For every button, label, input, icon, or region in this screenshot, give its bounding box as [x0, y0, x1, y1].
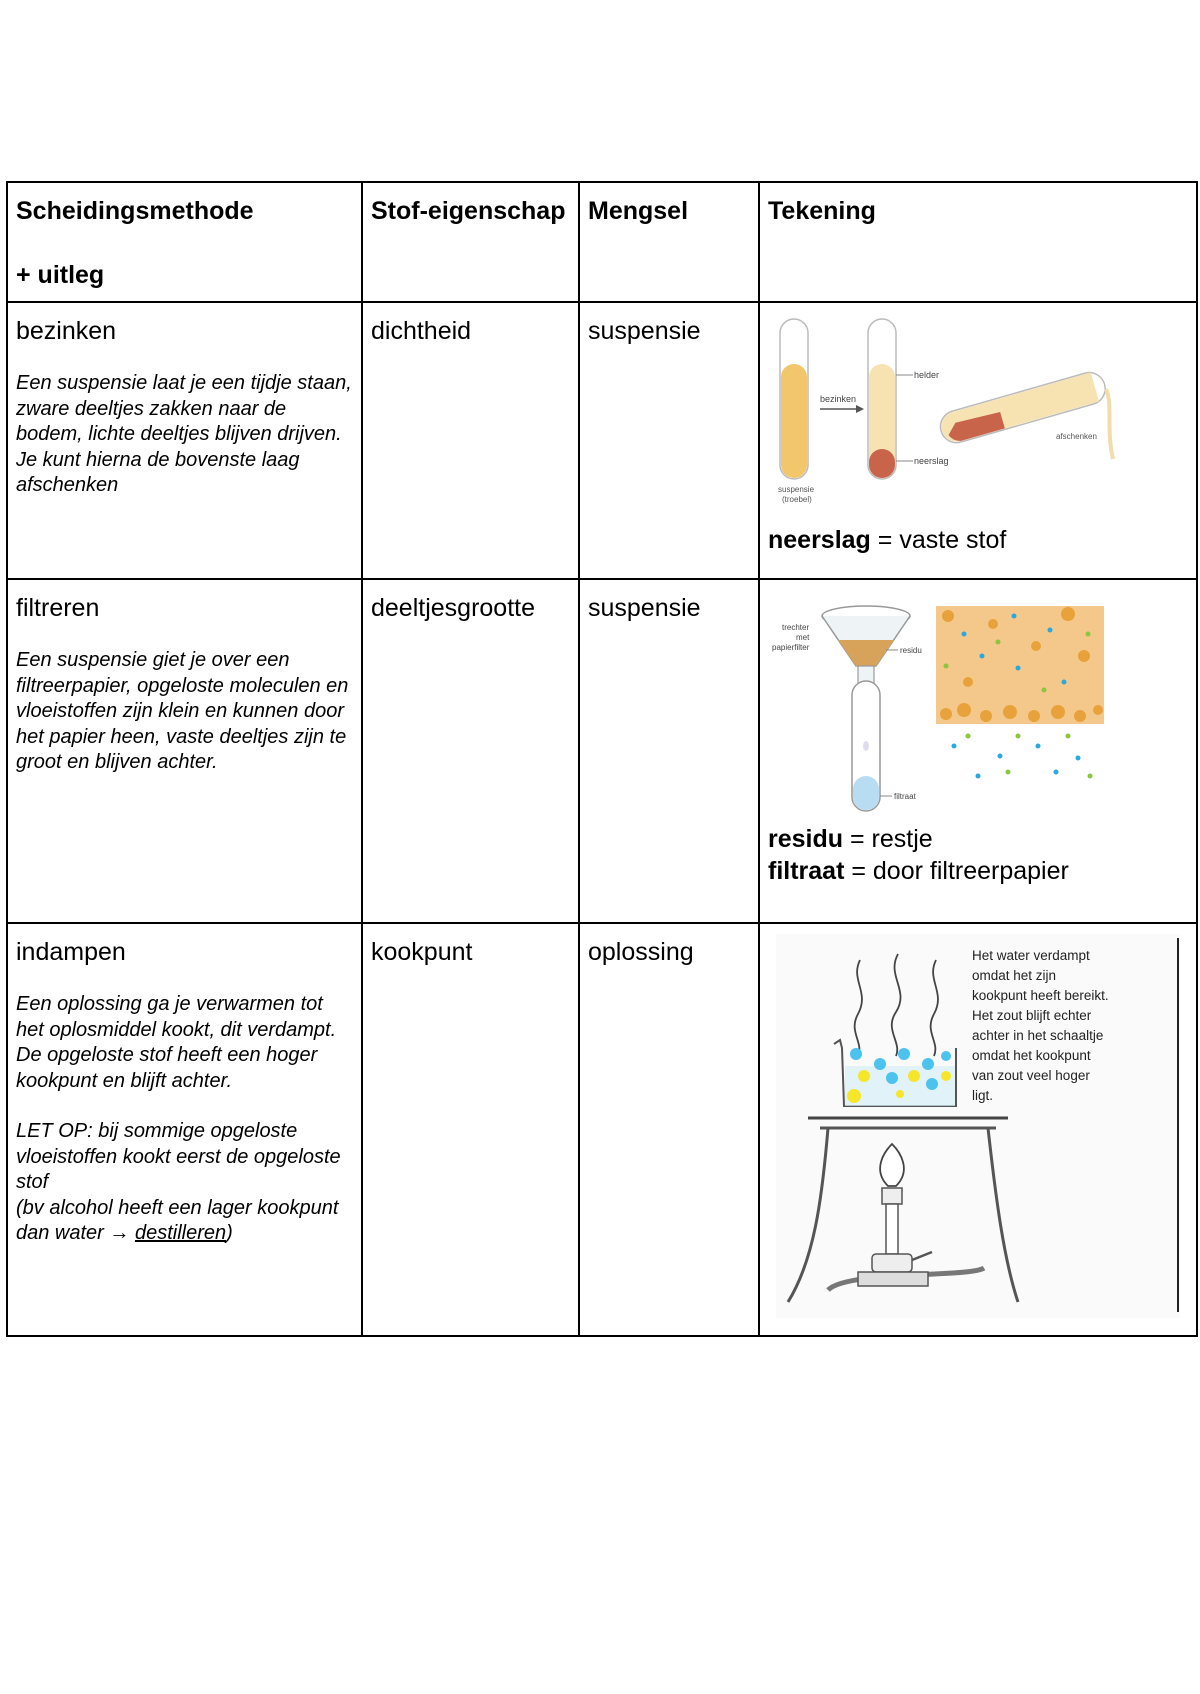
separation-methods-table — [6, 181, 1198, 1337]
mixture-value: oplossing — [588, 938, 694, 966]
term-residu-def: = restje — [849, 825, 933, 853]
header-method: Scheidingsmethode — [16, 197, 254, 225]
method-explanation: Een oplossing ga je verwarmen tot het oplosmiddel kookt, dit verdampt. De opgeloste stof heeft een hoger kookpunt en blijft achter. — [16, 993, 337, 1092]
header-property: Stof-eigenschap — [371, 197, 566, 225]
method-cell — [7, 923, 362, 1336]
fig-line-4: Het zout blijft echter — [972, 1008, 1092, 1023]
method-explanation-block — [16, 992, 353, 1247]
table-row — [7, 302, 1197, 579]
drawing-cell — [759, 302, 1197, 579]
property-cell — [362, 923, 579, 1336]
header-method-cell — [7, 182, 362, 302]
evaporation-figure — [768, 930, 1188, 1322]
method-explanation: Een suspensie laat je een tijdje staan, zware deeltjes zakken naar de bodem, lichte deeltjes blijven drijven. Je kunt hierna de bovenste laag afschenken — [16, 372, 352, 496]
term-neerslag: neerslag — [768, 526, 871, 554]
method-name: indampen — [16, 938, 126, 966]
mixture-cell — [579, 923, 759, 1336]
method-name: bezinken — [16, 317, 117, 345]
property-value: dichtheid — [371, 317, 472, 345]
header-mixture: Mengsel — [588, 197, 689, 225]
method-explanation: Een suspensie giet je over een filtreerpapier, opgeloste moleculen en vloeistoffen zijn klein en kunnen door het papier heen, vaste deeltjes zijn te groot en blijven achter. — [16, 649, 349, 773]
term-line — [768, 823, 1188, 855]
property-value: deeltjesgrootte — [371, 594, 536, 622]
header-method-sub: + uitleg — [16, 261, 105, 289]
label-papierfilter: papierfilter — [772, 643, 810, 652]
fig-line-5: achter in het schaaltje — [972, 1028, 1104, 1043]
sedimentation-figure — [768, 309, 1188, 517]
label-troebel: (troebel) — [782, 495, 812, 504]
term-neerslag-def: = vaste stof — [877, 526, 1007, 554]
mixture-value: suspensie — [588, 594, 701, 622]
label-trechter: trechter — [782, 623, 810, 632]
note-prefix: (bv alcohol heeft een lager kookpunt dan water → — [16, 1196, 339, 1244]
mixture-cell — [579, 579, 759, 923]
method-note-2 — [16, 1196, 353, 1247]
label-helder: helder — [914, 370, 940, 380]
table-row — [7, 923, 1197, 1336]
label-neerslag: neerslag — [914, 456, 949, 466]
header-mixture-cell — [579, 182, 759, 302]
mixture-value: suspensie — [588, 317, 701, 345]
fig-line-6: omdat het kookpunt — [972, 1048, 1091, 1063]
label-residu: residu — [900, 646, 922, 655]
term-residu: residu — [768, 825, 844, 853]
mixture-cell — [579, 302, 759, 579]
method-note: LET OP: bij sommige opgeloste vloeistoffen kookt eerst de opgeloste stof — [16, 1120, 341, 1193]
destilleren-link[interactable]: destilleren — [134, 1222, 227, 1244]
method-cell — [7, 579, 362, 923]
drawing-cell — [759, 923, 1197, 1336]
fig-line-1: Het water verdampt — [972, 948, 1090, 963]
label-afschenken: afschenken — [1056, 432, 1097, 441]
label-bezinken: bezinken — [820, 394, 857, 404]
label-filtraat: filtraat — [894, 792, 916, 801]
drawing-cell — [759, 579, 1197, 923]
header-drawing: Tekening — [768, 197, 876, 225]
fig-line-8: ligt. — [972, 1088, 994, 1103]
property-cell — [362, 579, 579, 923]
header-row — [7, 182, 1197, 302]
fig-line-7: van zout veel hoger — [972, 1068, 1090, 1083]
property-value: kookpunt — [371, 938, 473, 966]
label-suspensie: suspensie — [778, 485, 815, 494]
label-met: met — [796, 633, 810, 642]
fig-line-3: kookpunt heeft bereikt. — [972, 988, 1109, 1003]
note-suffix: ) — [226, 1222, 233, 1244]
method-cell — [7, 302, 362, 579]
method-name: filtreren — [16, 594, 100, 622]
fig-line-2: omdat het zijn — [972, 968, 1057, 983]
term-line — [768, 855, 1188, 887]
filtration-figure — [768, 586, 1188, 818]
term-line — [768, 524, 1188, 556]
table-row — [7, 579, 1197, 923]
header-drawing-cell — [759, 182, 1197, 302]
term-filtraat-def: = door filtreerpapier — [851, 857, 1069, 885]
term-filtraat: filtraat — [768, 857, 845, 885]
property-cell — [362, 302, 579, 579]
header-property-cell — [362, 182, 579, 302]
